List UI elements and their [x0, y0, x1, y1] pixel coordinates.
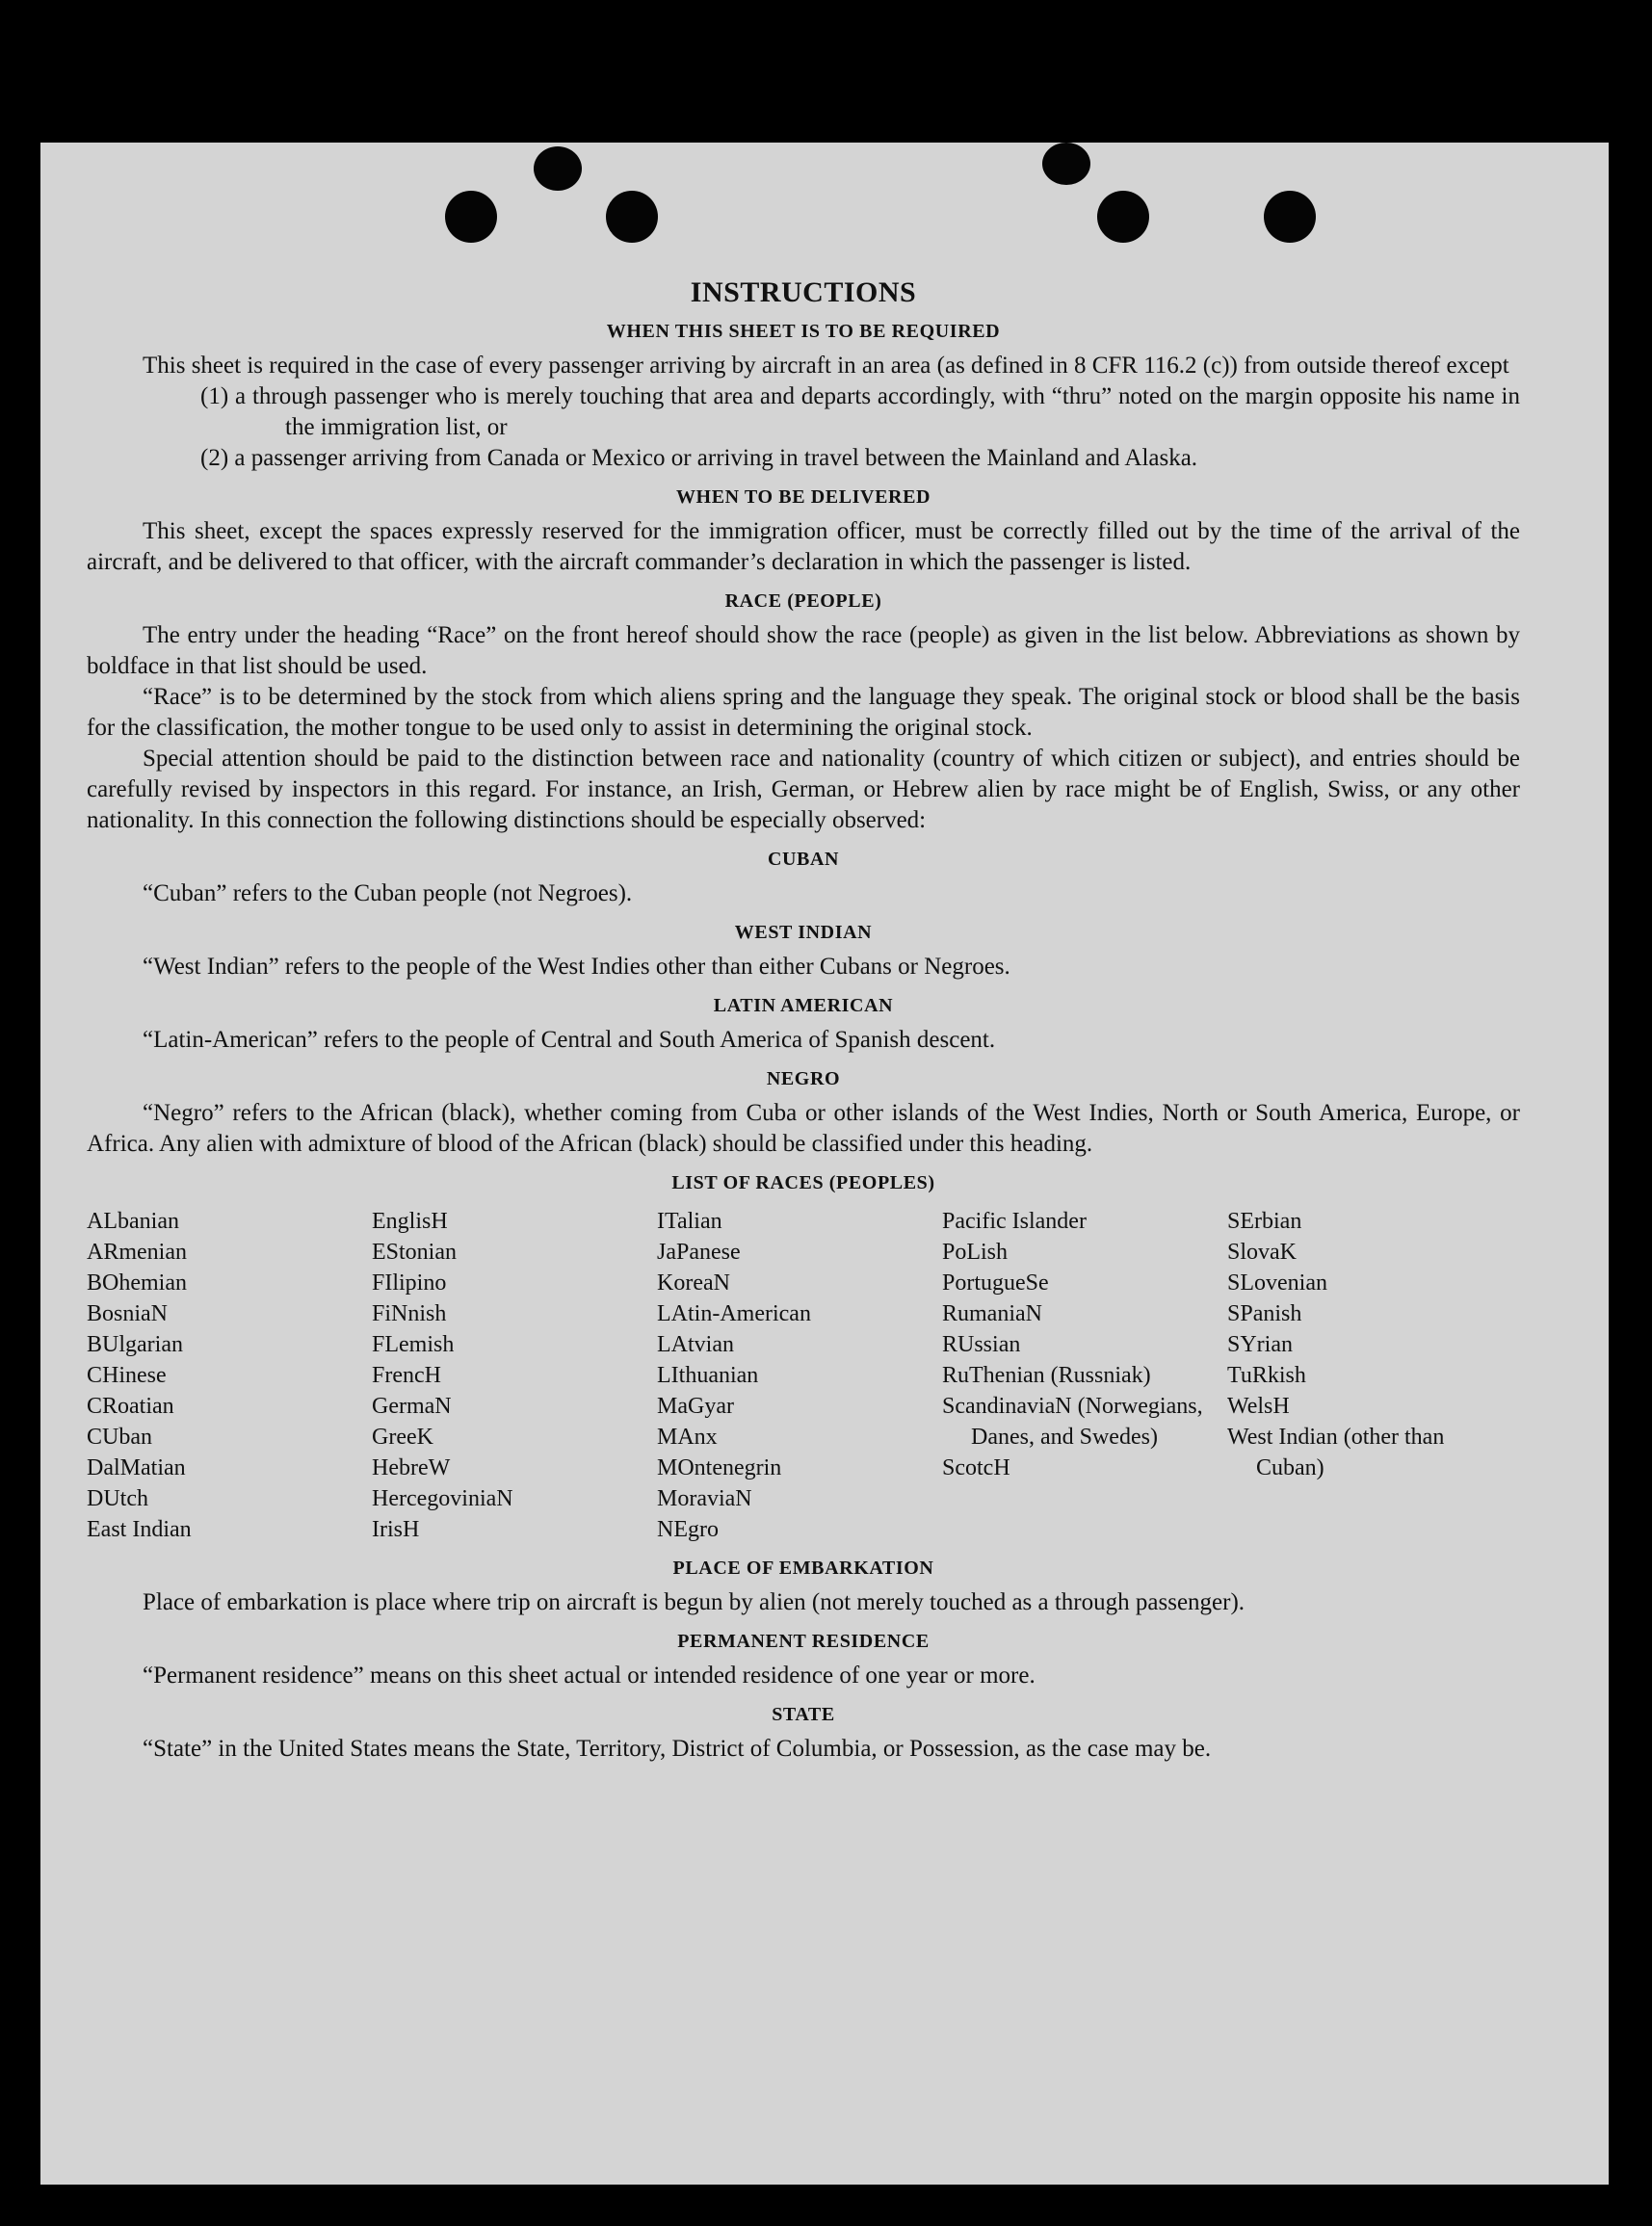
race-item: JaPanese — [657, 1240, 741, 1265]
race-item: GermaN — [372, 1394, 452, 1419]
race-item: TuRkish — [1227, 1363, 1306, 1388]
race-item: FIlipino — [372, 1270, 447, 1296]
race-column — [87, 1206, 372, 1545]
punch-hole — [606, 191, 658, 243]
instructions-content — [87, 277, 1520, 1765]
section-heading: STATE — [772, 1704, 835, 1725]
paragraph: “Permanent residence” means on this sheet actual or intended residence of one year or more. — [143, 1663, 1036, 1689]
race-item: IrisH — [372, 1517, 420, 1542]
race-column — [942, 1206, 1227, 1545]
paragraph: “Cuban” refers to the Cuban people (not Negroes). — [143, 880, 633, 906]
race-item: FLemish — [372, 1332, 455, 1357]
paragraph: “Race” is to be determined by the stock from which aliens spring and the language they speak. The original stock or blood shall be the basis for the classification, the mother tongue to be used only to assist in determining the original stock. — [87, 684, 1520, 741]
race-item: BUlgarian — [87, 1332, 183, 1357]
race-item: LAtvian — [657, 1332, 734, 1357]
race-item: KoreaN — [657, 1270, 730, 1296]
race-column — [657, 1206, 942, 1545]
paragraph: “West Indian” refers to the people of the West Indies other than either Cubans or Negroes. — [143, 954, 1010, 980]
race-item: SYrian — [1227, 1332, 1293, 1357]
paragraph: “Negro” refers to the African (black), whether coming from Cuba or other islands of the West Indies, North or South America, Europe, or Africa. Any alien with admixture of blood of the African (black) should be classified under this heading. — [87, 1100, 1520, 1157]
race-item: DUtch — [87, 1486, 148, 1511]
paragraph: “State” in the United States means the State, Territory, District of Columbia, or Possession, as the case may be. — [143, 1736, 1212, 1762]
section-heading: WHEN THIS SHEET IS TO BE REQUIRED — [606, 321, 1001, 342]
race-item: ScandinaviaN (Norwegians, Danes, and Swedes) — [942, 1394, 1203, 1450]
race-item: BosniaN — [87, 1301, 168, 1326]
race-item: CRoatian — [87, 1394, 174, 1419]
race-item: PortugueSe — [942, 1270, 1049, 1296]
race-item: WelsH — [1227, 1394, 1290, 1419]
race-item: Pacific Islander — [942, 1209, 1087, 1234]
race-item: SErbian — [1227, 1209, 1302, 1234]
section-heading: CUBAN — [767, 849, 840, 870]
race-item: LIthuanian — [657, 1363, 759, 1388]
race-item: SPanish — [1227, 1301, 1302, 1326]
race-item: NEgro — [657, 1517, 719, 1542]
race-item: SlovaK — [1227, 1240, 1297, 1265]
document-sheet — [40, 143, 1609, 2185]
race-item: West Indian (other than Cuban) — [1227, 1425, 1445, 1480]
section-heading: LIST OF RACES (PEOPLES) — [671, 1172, 935, 1193]
race-item: FiNnish — [372, 1301, 447, 1326]
paragraph: This sheet, except the spaces expressly reserved for the immigration officer, must be correctly filled out by the time of the arrival of the aircraft, and be delivered to that officer, with the aircraft commander’s declaration in which the passenger is listed. — [87, 518, 1520, 575]
race-item: HebreW — [372, 1455, 451, 1480]
race-item: CHinese — [87, 1363, 167, 1388]
race-item: ALbanian — [87, 1209, 179, 1234]
section-heading: WEST INDIAN — [734, 922, 873, 943]
punch-hole — [1264, 191, 1316, 243]
paragraph: The entry under the heading “Race” on the front hereof should show the race (people) as given in the list below. Abbreviations as shown by boldface in that list should be used. — [87, 622, 1520, 679]
section-heading: RACE (PEOPLE) — [724, 590, 882, 612]
paragraph: Special attention should be paid to the distinction between race and nationality (country of which citizen or subject), and entries should be carefully revised by inspectors in this regard. For instance, an Irish, German, or Hebrew alien by race might be of English, Swiss, or any other nationality. In this connection the following distinctions should be especially observed: — [87, 746, 1520, 833]
race-item: HercegoviniaN — [372, 1486, 513, 1511]
punch-hole — [1042, 143, 1090, 185]
punch-hole — [445, 191, 497, 243]
race-item: MaGyar — [657, 1394, 734, 1419]
race-item: East Indian — [87, 1517, 192, 1542]
section-heading: PERMANENT RESIDENCE — [677, 1631, 930, 1652]
race-column — [1227, 1206, 1458, 1545]
race-item: GreeK — [372, 1425, 433, 1450]
race-item: LAtin-American — [657, 1301, 811, 1326]
race-item: ARmenian — [87, 1240, 187, 1265]
section-heading: WHEN TO BE DELIVERED — [675, 486, 931, 508]
race-item: MoraviaN — [657, 1486, 752, 1511]
race-list — [87, 1206, 1520, 1545]
paragraph: “Latin-American” refers to the people of Central and South America of Spanish descent. — [143, 1027, 996, 1053]
page-title: INSTRUCTIONS — [690, 276, 917, 308]
list-item: (1) a through passenger who is merely touching that area and departs accordingly, with “thru” noted on the margin opposite his name in the immigration list, or — [200, 383, 1520, 440]
section-heading: NEGRO — [766, 1068, 841, 1089]
race-item: BOhemian — [87, 1270, 187, 1296]
race-item: RumaniaN — [942, 1301, 1042, 1326]
race-item: SLovenian — [1227, 1270, 1327, 1296]
race-item: MOntenegrin — [657, 1455, 782, 1480]
race-item: FrencH — [372, 1363, 441, 1388]
race-column — [372, 1206, 657, 1545]
race-item: EStonian — [372, 1240, 457, 1265]
race-item: RuThenian (Russniak) — [942, 1363, 1151, 1388]
section-heading: LATIN AMERICAN — [713, 995, 894, 1016]
race-item: MAnx — [657, 1425, 718, 1450]
punch-hole — [1097, 191, 1149, 243]
list-item: (2) a passenger arriving from Canada or Mexico or arriving in travel between the Mainland and Alaska. — [200, 445, 1198, 471]
punch-hole — [534, 146, 582, 191]
paragraph: Place of embarkation is place where trip on aircraft is begun by alien (not merely touched as a through passenger). — [143, 1589, 1246, 1615]
race-item: ScotcH — [942, 1455, 1010, 1480]
race-item: ITalian — [657, 1209, 722, 1234]
section-heading: PLACE OF EMBARKATION — [672, 1558, 934, 1579]
race-item: PoLish — [942, 1240, 1009, 1265]
race-item: EnglisH — [372, 1209, 448, 1234]
race-item: DalMatian — [87, 1455, 186, 1480]
race-item: RUssian — [942, 1332, 1021, 1357]
race-item: CUban — [87, 1425, 152, 1450]
paragraph: This sheet is required in the case of every passenger arriving by aircraft in an area (as defined in 8 CFR 116.2 (c)) from outside thereof except — [143, 353, 1509, 379]
